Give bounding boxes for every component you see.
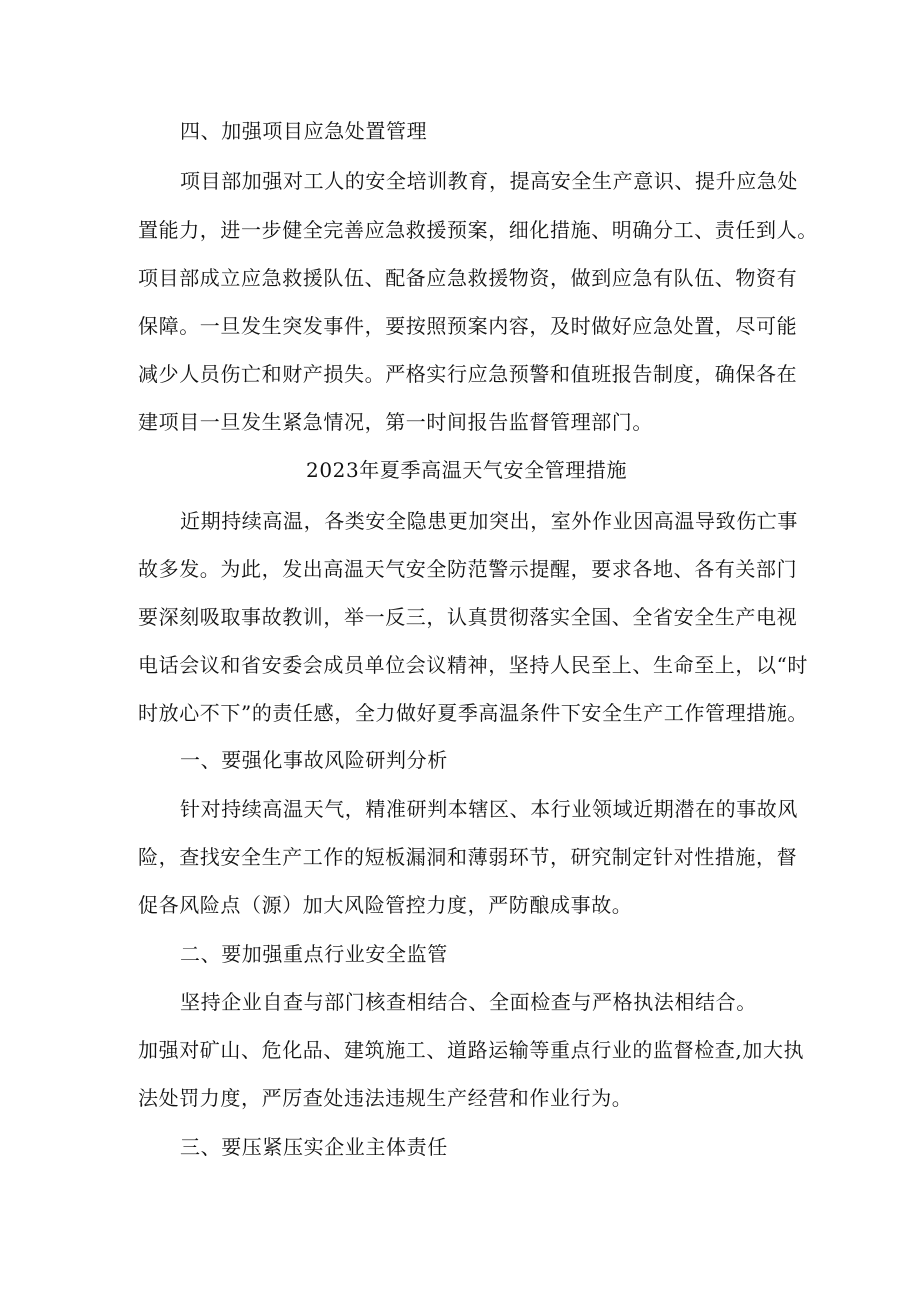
section-heading: 四、加强项目应急处置管理 xyxy=(180,119,428,143)
section-heading: 二、要加强重点行业安全监管 xyxy=(180,942,448,966)
paragraph-line: 建项目一旦发生紧急情况，第一时间报告监督管理部门。 xyxy=(138,410,653,434)
paragraph-line: 时放心不下”的责任感，全力做好夏季高温条件下安全生产工作管理措施。 xyxy=(138,701,809,725)
paragraph-line: 故多发。为此，发出高温天气安全防范警示提醒，要求各地、各有关部门 xyxy=(138,557,798,581)
paragraph-line: 促各风险点（源）加大风险管控力度，严防酿成事故。 xyxy=(138,893,633,917)
paragraph-line: 保障。一旦发生突发事件，要按照预案内容，及时做好应急处置，尽可能 xyxy=(138,314,798,338)
paragraph-line: 置能力，进一步健全完善应急救援预案，细化措施、明确分工、责任到人。 xyxy=(138,218,818,242)
paragraph-line: 电话会议和省安委会成员单位会议精神，坚持人民至上、生命至上，以“时 xyxy=(138,653,809,677)
paragraph-line: 近期持续高温，各类安全隐患更加突出，室外作业因高温导致伤亡事 xyxy=(180,509,798,533)
paragraph-line: 项目部加强对工人的安全培训教育，提高安全生产意识、提升应急处 xyxy=(180,169,798,193)
paragraph-line: 项目部成立应急救援队伍、配备应急救援物资，做到应急有队伍、物资有 xyxy=(138,266,798,290)
paragraph-line: 坚持企业自查与部门核查相结合、全面检查与严格执法相结合。 xyxy=(180,990,757,1014)
paragraph-line: 要深刻吸取事故教训，举一反三，认真贯彻落实全国、全省安全生产电视 xyxy=(138,605,798,629)
paragraph-line: 加强对矿山、危化品、建筑施工、道路运输等重点行业的监督检查,加大执 xyxy=(138,1038,805,1062)
paragraph-line: 险，查找安全生产工作的短板漏洞和薄弱环节，研究制定针对性措施，督 xyxy=(138,845,798,869)
section-heading: 一、要强化事故风险研判分析 xyxy=(180,748,448,772)
section-heading: 三、要压紧压实企业主体责任 xyxy=(180,1135,448,1159)
paragraph-line: 法处罚力度，严厉查处违法违规生产经营和作业行为。 xyxy=(138,1086,633,1110)
paragraph-line: 减少人员伤亡和财产损失。严格实行应急预警和值班报告制度，确保各在 xyxy=(138,362,798,386)
paragraph-line: 针对持续高温天气，精准研判本辖区、本行业领域近期潜在的事故风 xyxy=(180,797,798,821)
document-title: 2023年夏季高温天气安全管理措施 xyxy=(306,458,628,482)
